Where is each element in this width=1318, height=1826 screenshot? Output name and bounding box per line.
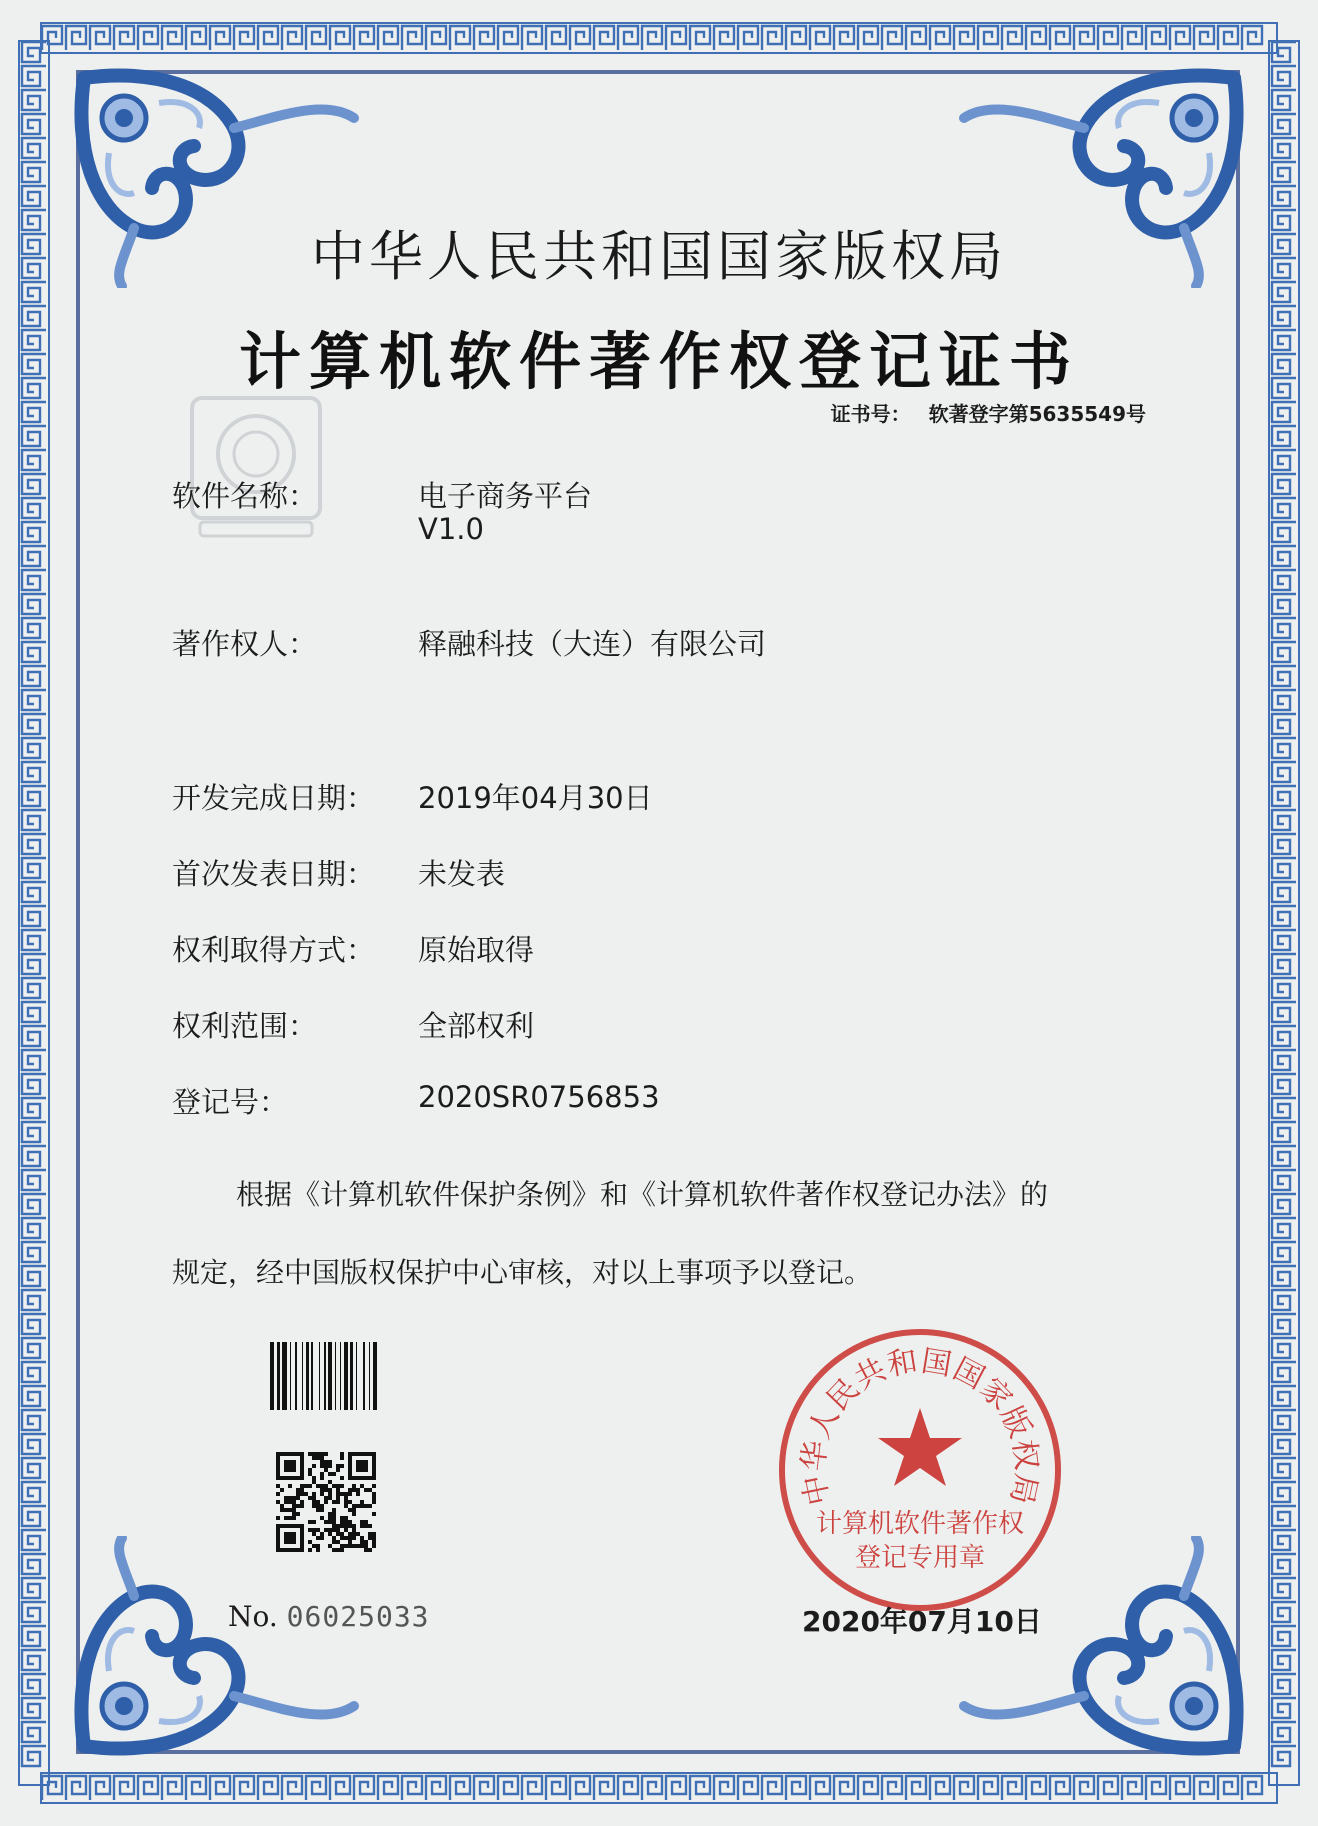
field-label: 开发完成日期：	[172, 781, 376, 815]
seal-outer-text: 中华人民共和国国家版权局	[796, 1343, 1044, 1509]
field-label: 著作权人：	[172, 627, 318, 661]
completion-date-value: 2019年04月30日	[418, 781, 653, 815]
official-seal	[770, 1320, 1070, 1620]
certificate-number-label: 证书号：	[830, 402, 911, 426]
issue-date: 2020年07月10日	[802, 1605, 1042, 1638]
emblem-watermark	[186, 392, 326, 542]
certificate-number-value: 软著登字第5635549号	[928, 402, 1146, 426]
rights-scope-value: 全部权利	[418, 1009, 535, 1043]
field-label: 登记号：	[172, 1085, 289, 1119]
acquisition-method-value: 原始取得	[418, 933, 535, 967]
serial-label: No.	[228, 1600, 278, 1633]
serial-value: 06025033	[286, 1600, 430, 1633]
certificate-title: 计算机软件著作权登记证书	[238, 325, 1079, 398]
star-icon	[878, 1408, 962, 1486]
copyright-owner-value: 释融科技（大连）有限公司	[418, 627, 767, 661]
corner-ornament-bottom-left	[64, 1536, 364, 1766]
seal-inner-line-2: 登记专用章	[854, 1543, 986, 1573]
fret-border-bottom	[40, 1772, 1278, 1804]
issuing-authority: 中华人民共和国国家版权局	[311, 225, 1007, 288]
label-text: 软件名称：	[172, 479, 318, 513]
qr-code	[276, 1452, 376, 1552]
fret-border-top	[40, 22, 1278, 54]
certificate-number	[831, 398, 1146, 427]
software-name-value: 电子商务平台	[418, 479, 593, 513]
fret-border-right	[1268, 40, 1300, 1786]
field-label	[172, 474, 390, 515]
field-label: 权利取得方式：	[172, 933, 376, 967]
field-label: 权利范围：	[172, 1009, 318, 1043]
field-label: 首次发表日期：	[172, 857, 376, 891]
legal-basis	[172, 1156, 1162, 1312]
registration-number-value: 2020SR0756853	[418, 1080, 660, 1114]
seal-inner-line-1: 计算机软件著作权	[815, 1509, 1025, 1539]
serial-number	[228, 1600, 430, 1633]
legal-basis-line-1: 根据《计算机软件保护条例》和《计算机软件著作权登记办法》的	[236, 1178, 1049, 1211]
first-publication-value: 未发表	[418, 857, 506, 891]
fret-border-left	[18, 40, 50, 1786]
legal-basis-line-2: 规定，经中国版权保护中心审核，对以上事项予以登记。	[172, 1256, 873, 1289]
barcode	[270, 1342, 458, 1410]
software-version-value: V1.0	[418, 512, 484, 546]
